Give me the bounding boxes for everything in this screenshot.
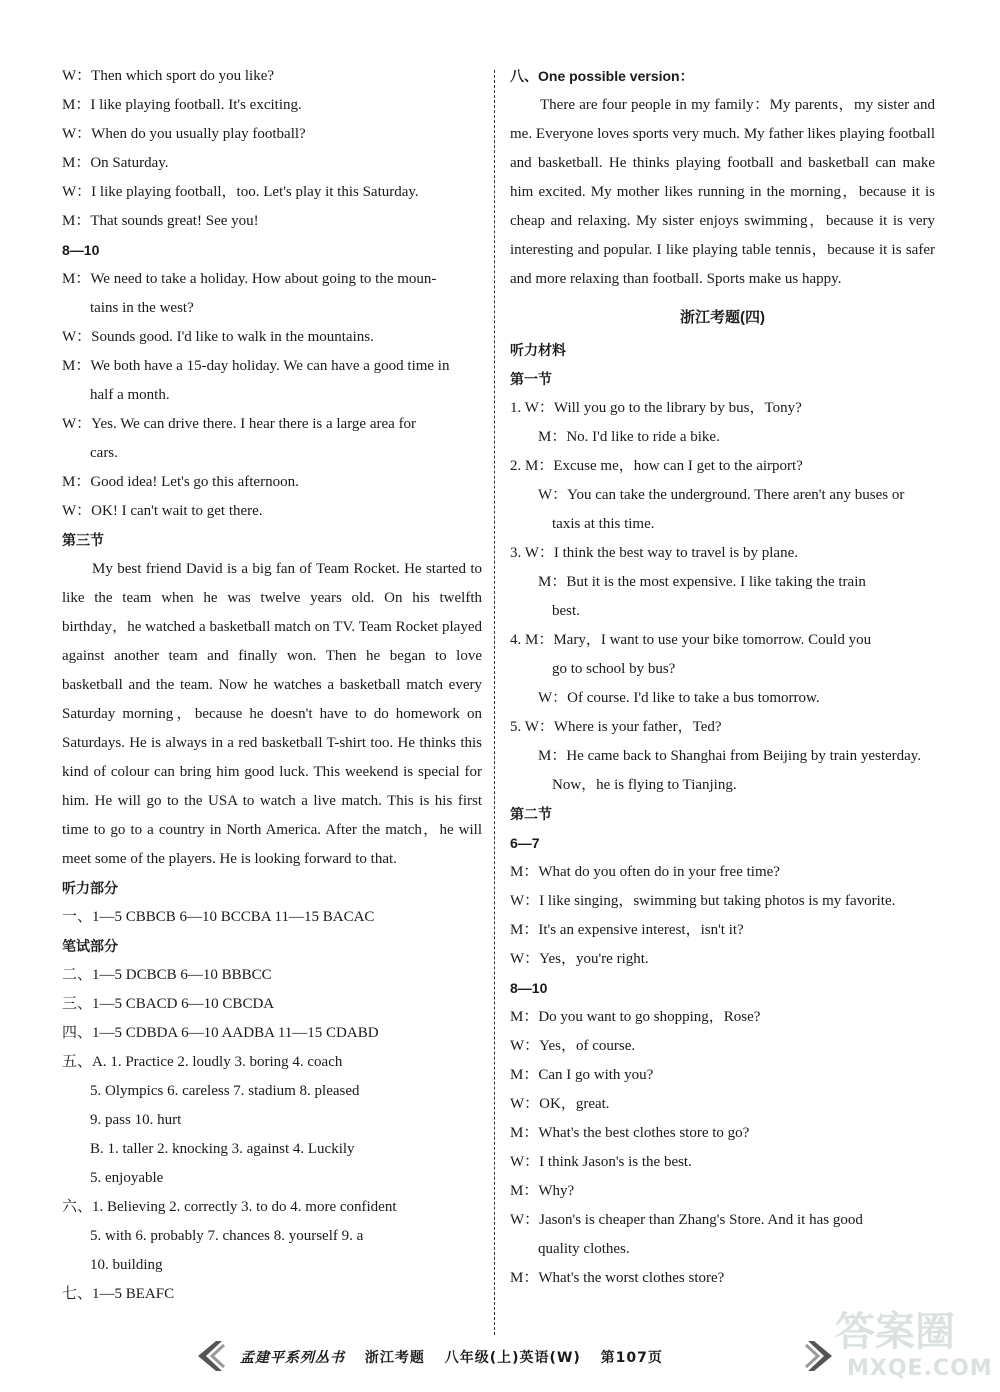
text-line: W：Of course. I'd like to take a bus tomorrow. — [538, 690, 820, 706]
footer-text — [240, 1347, 677, 1367]
answer-line: 5. enjoyable — [90, 1170, 164, 1186]
text-line: cars. — [90, 445, 118, 461]
text-line: M：I like playing football. It's exciting. — [62, 97, 302, 113]
text-line: M：No. I'd like to ride a bike. — [538, 429, 720, 445]
text-line: 第一节 — [510, 371, 552, 387]
footer-grade: 八年级(上)英语(W) — [444, 1350, 581, 1366]
text-line: Now，he is flying to Tianjing. — [552, 777, 737, 793]
left-dialogue — [62, 62, 482, 555]
text-line: M：On Saturday. — [62, 155, 169, 171]
answer-line: 5. Olympics 6. careless 7. stadium 8. pleased — [90, 1083, 360, 1099]
text-line: M：But it is the most expensive. I like taking the train — [538, 574, 866, 590]
text-line: M：What's the worst clothes store? — [510, 1270, 725, 1286]
answer-line: 三、1—5 CBACD 6—10 CBCDA — [62, 996, 275, 1012]
watermark-logo: 答案圈 MXQE.COM — [835, 1309, 993, 1381]
answer-line: 五、A. 1. Practice 2. loudly 3. boring 4. coach — [62, 1054, 343, 1070]
left-column — [62, 62, 482, 1309]
text-line: M：It's an expensive interest，isn't it? — [510, 922, 744, 938]
text-line: M：Do you want to go shopping，Rose? — [510, 1009, 761, 1025]
text-line: M：We both have a 15-day holiday. We can have a good time in — [62, 358, 450, 374]
text-line: taxis at this time. — [552, 516, 655, 532]
answer-line: 四、1—5 CDBDA 6—10 AADBA 11—15 CDABD — [62, 1025, 379, 1041]
answer-line: 七、1—5 BEAFC — [62, 1286, 175, 1302]
section-heading: 浙江考题(四) — [680, 309, 765, 326]
text-line: M：That sounds great! See you! — [62, 213, 259, 229]
text-line: W：OK! I can't wait to get there. — [62, 503, 263, 519]
text-line: 6—7 — [510, 835, 540, 851]
text-line: 2. M：Excuse me，how can I get to the airport? — [510, 458, 803, 474]
essay-paragraph: There are four people in my family：My parents，my sister and me. Everyone loves sports very much. My father likes playing football and basketball. He thinks playing football and basketball can make him excited. My mother likes running in the morning，because it is cheap and relaxing. My sister enjoys swimming，because it is very interesting and popular. I like playing table tennis，because it is safer and more relaxing than football. Sports make us happy. — [510, 97, 935, 287]
text-line: W：Yes. We can drive there. I hear there is a large area for — [62, 416, 417, 432]
text-line: W：I think Jason's is the best. — [510, 1154, 692, 1170]
text-line: 5. W：Where is your father，Ted? — [510, 719, 722, 735]
text-line: W：You can take the underground. There aren't any buses or — [538, 487, 905, 503]
text-line: go to school by bus? — [552, 661, 676, 677]
text-line: W：I like singing，swimming but taking photos is my favorite. — [510, 893, 896, 909]
text-line: 4. M：Mary，I want to use your bike tomorrow. Could you — [510, 632, 872, 648]
text-line: half a month. — [90, 387, 170, 403]
footer-page-number: 第107页 — [600, 1350, 663, 1366]
text-line: M：Can I go with you? — [510, 1067, 654, 1083]
text-line: tains in the west? — [90, 300, 194, 316]
text-line: 8—10 — [62, 242, 100, 258]
text-line: 3. W：I think the best way to travel is by plane. — [510, 545, 798, 561]
text-line: W：Sounds good. I'd like to walk in the mountains. — [62, 329, 374, 345]
answer-key — [62, 874, 482, 1309]
right-dialogue — [510, 336, 935, 1293]
text-line: 第二节 — [510, 806, 552, 822]
text-line: 8—10 — [510, 980, 548, 996]
footer-series: 孟建平系列丛书 — [240, 1350, 345, 1366]
essay-title: 八、One possible version： — [510, 68, 694, 84]
right-column — [510, 62, 935, 1293]
text-line: quality clothes. — [538, 1241, 630, 1257]
text-line: W：OK，great. — [510, 1096, 610, 1112]
text-line: W：Then which sport do you like? — [62, 68, 275, 84]
text-line: W：When do you usually play football? — [62, 126, 306, 142]
text-line: 第三节 — [62, 532, 104, 548]
chevron-left-icon — [190, 1339, 230, 1373]
text-line: W：I like playing football，too. Let's play it this Saturday. — [62, 184, 419, 200]
text-line: M：Why? — [510, 1183, 575, 1199]
answer-line: B. 1. taller 2. knocking 3. against 4. Luckily — [90, 1141, 355, 1157]
text-line: 1. W：Will you go to the library by bus，Tony? — [510, 400, 802, 416]
text-line: W：Yes，you're right. — [510, 951, 649, 967]
passage-paragraph: My best friend David is a big fan of Team Rocket. He started to like the team when he was twelve years old. On his twelfth birthday，he watched a basketball match on TV. Team Rocket played against another team and finally won. Then he began to love basketball and the team. Now he watches a basketball match every Saturday morning，because he doesn't have to do homework on Saturdays. He is always in a red basketball T-shirt too. He thinks this kind of colour can bring him good luck. This weekend is special for him. He will go to the USA to watch a live match. This is his first time to go to a country in North America. After the match，he will meet some of the players. He is looking forward to that. — [62, 561, 482, 867]
answer-line: 听力部分 — [62, 880, 118, 896]
answer-line: 9. pass 10. hurt — [90, 1112, 182, 1128]
text-line: M：Good idea! Let's go this afternoon. — [62, 474, 299, 490]
answer-line: 5. with 6. probably 7. chances 8. yourself 9. a — [90, 1228, 364, 1244]
text-line: M：What's the best clothes store to go? — [510, 1125, 750, 1141]
answer-line: 笔试部分 — [62, 938, 118, 954]
answer-line: 二、1—5 DCBCB 6—10 BBBCC — [62, 967, 272, 983]
text-line: W：Yes，of course. — [510, 1038, 636, 1054]
text-line: best. — [552, 603, 580, 619]
text-line: M：He came back to Shanghai from Beijing by train yesterday. — [538, 748, 922, 764]
text-line: M：What do you often do in your free time? — [510, 864, 780, 880]
answer-line: 10. building — [90, 1257, 163, 1273]
text-line: M：We need to take a holiday. How about going to the moun- — [62, 271, 437, 287]
footer-book: 浙江考题 — [364, 1350, 425, 1366]
answer-line: 一、1—5 CBBCB 6—10 BCCBA 11—15 BACAC — [62, 909, 375, 925]
text-line: W：Jason's is cheaper than Zhang's Store. And it has good — [510, 1212, 863, 1228]
answer-line: 六、1. Believing 2. correctly 3. to do 4. more confident — [62, 1199, 397, 1215]
column-divider — [494, 70, 495, 1335]
chevron-right-icon — [800, 1339, 840, 1373]
text-line: 听力材料 — [510, 342, 566, 358]
